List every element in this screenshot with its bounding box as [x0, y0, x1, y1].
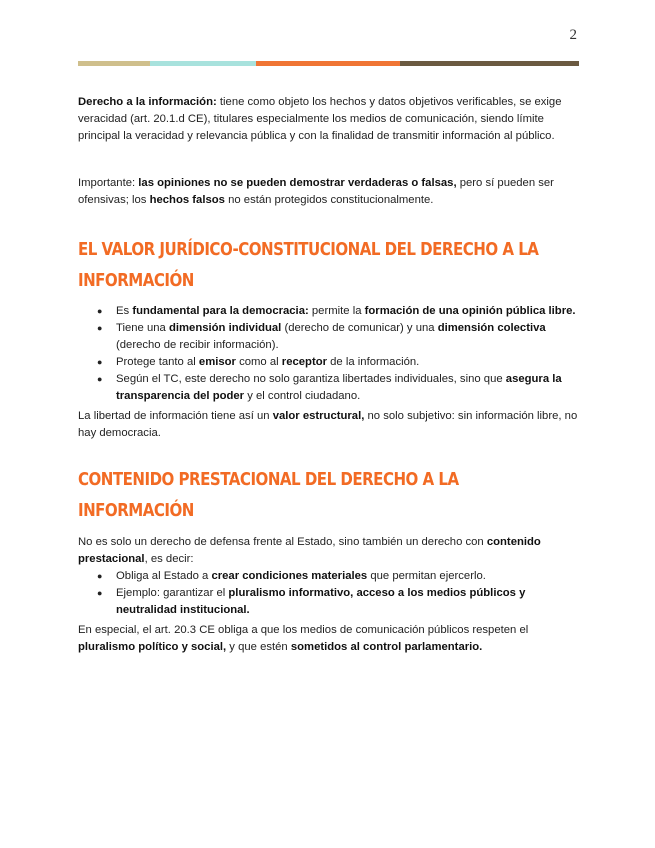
- text-run: Protege tanto al: [116, 356, 199, 368]
- heading-valor-juridico: EL VALOR JURÍDICO-CONSTITUCIONAL DEL DERECHO A LA INFORMACIÓN: [78, 240, 539, 291]
- bullet-icon: ●: [97, 588, 103, 598]
- bullet-list-valor: [78, 303, 579, 405]
- rule-segment-orange: [256, 61, 400, 66]
- header-color-rule: [78, 61, 579, 66]
- text-run: Obliga al Estado a: [116, 570, 212, 582]
- text-run: de la información.: [327, 356, 420, 368]
- bold-run: pluralismo político y social,: [78, 641, 227, 653]
- paragraph-especial: [78, 622, 579, 656]
- text-run: La libertad de información tiene así un: [78, 410, 273, 422]
- text-run: (derecho de recibir información).: [116, 339, 279, 351]
- list-item: [78, 568, 579, 585]
- list-item: [78, 320, 579, 354]
- text-run: pero sí pueden ser ofensivas; los: [78, 177, 554, 206]
- bold-run: asegura la transparencia del poder: [116, 373, 562, 402]
- bold-run: contenido prestacional: [78, 536, 541, 565]
- text-run: En especial, el art. 20.3 CE obliga a que los medios de comunicación públicos respeten el: [78, 624, 529, 636]
- text-run: Tiene una: [116, 322, 169, 334]
- bold-run: dimensión colectiva: [437, 322, 546, 334]
- text-run: (derecho de comunicar) y una: [281, 322, 438, 334]
- list-item: [78, 585, 579, 619]
- text-run: Importante:: [78, 177, 139, 189]
- bullet-icon: ●: [97, 306, 103, 316]
- bold-run: sometidos al control parlamentario.: [290, 641, 483, 653]
- bold-run: hechos falsos: [149, 194, 225, 206]
- text-run: Según el TC, este derecho no solo garantiza libertades individuales, sino que: [116, 373, 506, 385]
- bullet-icon: ●: [97, 571, 103, 581]
- rule-segment-teal: [150, 61, 256, 66]
- text-run: Ejemplo: garantizar el: [116, 587, 229, 599]
- text-run: No es solo un derecho de defensa frente al Estado, sino también un derecho con: [78, 536, 487, 548]
- paragraph-derecho-informacion: [78, 94, 579, 145]
- bold-run: crear condiciones materiales: [211, 570, 368, 582]
- bullet-list-contenido: [78, 568, 579, 619]
- term-derecho-informacion: Derecho a la información:: [78, 96, 217, 108]
- text-run: Es: [116, 305, 133, 317]
- paragraph-text: tiene como objeto los hechos y datos objetivos verificables, se exige veracidad (art. 20.1.d CE), titulares especialmente los medios de comunicación, siendo límite principal la veracidad y relevancia pública y con la finalidad de transmitir información al público.: [78, 96, 562, 142]
- text-run: y el control ciudadano.: [244, 390, 361, 402]
- bold-run: valor estructural,: [272, 410, 365, 422]
- page-content: [78, 94, 579, 656]
- list-item: [78, 371, 579, 405]
- bullet-icon: ●: [97, 323, 103, 333]
- list-item: [78, 303, 579, 320]
- bold-run: dimensión individual: [168, 322, 282, 334]
- list-item: [78, 354, 579, 371]
- bullet-icon: ●: [97, 374, 103, 384]
- text-run: , es decir:: [144, 553, 194, 565]
- text-run: que permitan ejercerlo.: [367, 570, 486, 582]
- text-run: y que estén: [226, 641, 291, 653]
- bold-run: pluralismo informativo, acceso a los medios públicos y neutralidad institucional.: [116, 587, 526, 616]
- text-run: no solo subjetivo: sin información libre, no hay democracia.: [78, 410, 578, 439]
- text-run: como al: [235, 356, 282, 368]
- rule-segment-brown: [400, 61, 579, 66]
- paragraph-importante: [78, 175, 579, 209]
- bold-run: emisor: [198, 356, 236, 368]
- bold-run: las opiniones no se pueden demostrar verdaderas o falsas,: [138, 177, 457, 189]
- bold-run: receptor: [281, 356, 328, 368]
- bold-run: formación de una opinión pública libre.: [364, 305, 576, 317]
- paragraph-libertad: [78, 408, 579, 442]
- text-run: permite la: [308, 305, 365, 317]
- bullet-icon: ●: [97, 357, 103, 367]
- bold-run: fundamental para la democracia:: [132, 305, 309, 317]
- page-number: 2: [569, 27, 577, 43]
- rule-segment-tan: [78, 61, 150, 66]
- text-run: no están protegidos constitucionalmente.: [224, 194, 434, 206]
- heading-contenido-prestacional: CONTENIDO PRESTACIONAL DEL DERECHO A LA INFORMACIÓN: [78, 470, 459, 521]
- paragraph-defensa: [78, 534, 579, 568]
